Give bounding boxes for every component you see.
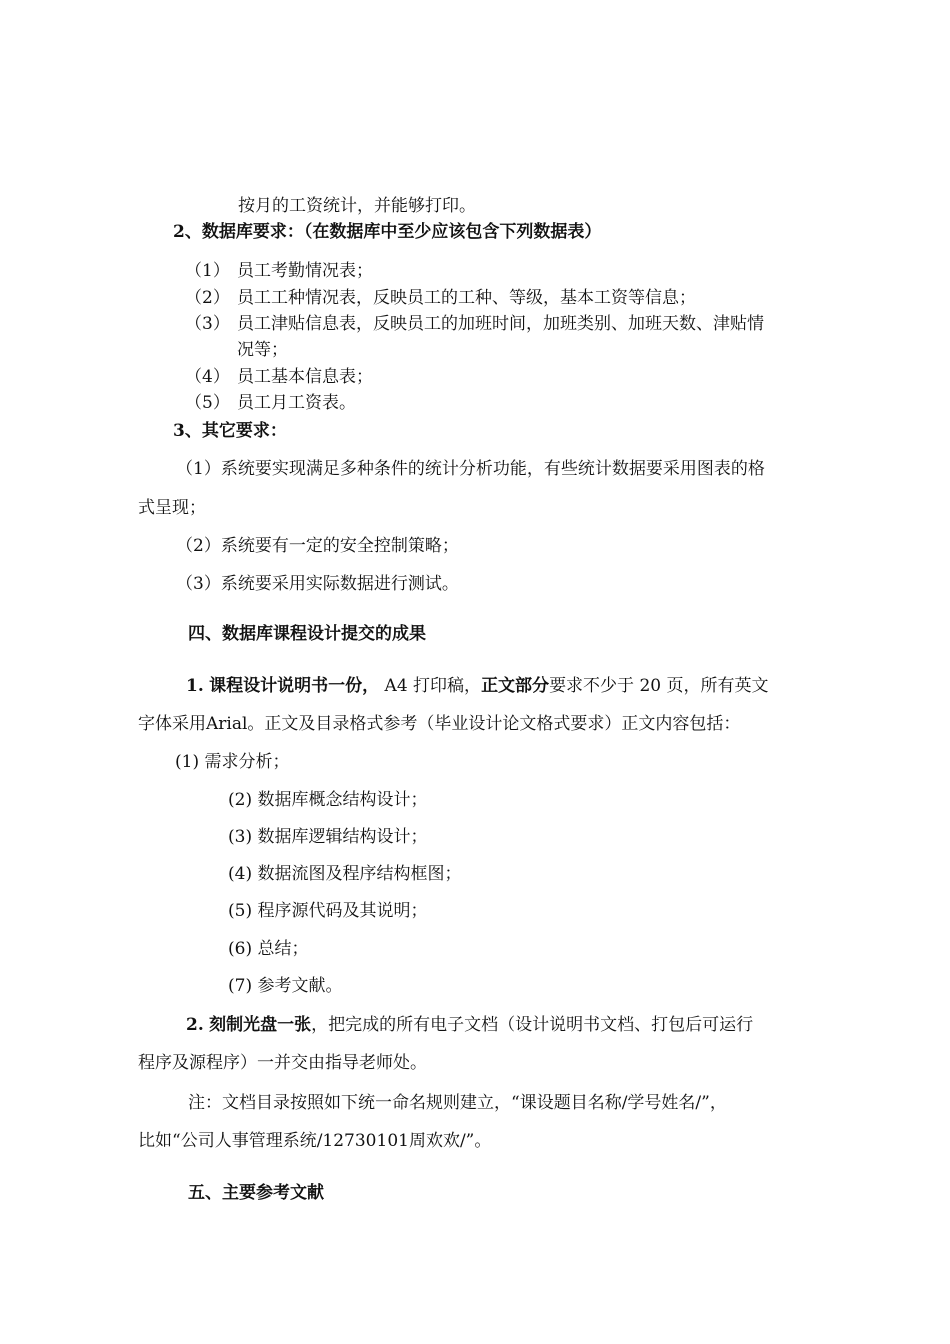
deliverable-1-line1 — [186, 675, 769, 697]
content-text: 总结； — [257, 939, 309, 959]
content-number: (1) — [175, 752, 200, 772]
other-req-1-line2: 式呈现； — [138, 498, 206, 518]
content-text: 数据库逻辑结构设计； — [257, 827, 428, 847]
requirement-continuation: 按月的工资统计，并能够打印。 — [238, 196, 476, 216]
deliverable-2-line2: 程序及源程序）一并交由指导老师处。 — [138, 1053, 427, 1073]
item-text: 员工工种情况表，反映员工的工种、等级，基本工资等信息； — [237, 288, 696, 308]
content-number: (3) — [228, 827, 253, 847]
deliverable-2-line1 — [186, 1014, 753, 1036]
other-requirements-heading: 3、其它要求： — [173, 421, 287, 441]
content-item-5 — [228, 900, 428, 922]
content-item-6 — [228, 938, 309, 960]
naming-note-line1: 注：文档目录按照如下统一命名规则建立，“课设题目名称/学号姓名/”， — [188, 1093, 727, 1113]
section-4-heading: 四、数据库课程设计提交的成果 — [188, 624, 426, 644]
content-text: 数据库概念结构设计； — [257, 790, 428, 810]
content-item-7 — [228, 975, 343, 997]
deliverable-body-label: 正文部分 — [481, 676, 550, 696]
db-requirements-heading: 2、数据库要求：（在数据库中至少应该包含下列数据表） — [173, 222, 602, 242]
content-number: (4) — [228, 864, 253, 884]
db-table-item-5 — [185, 392, 356, 414]
deliverable-1-line2: 字体采用Arial。正文及目录格式参考（毕业设计论文格式要求）正文内容包括： — [138, 714, 741, 734]
content-text: 参考文献。 — [257, 976, 343, 996]
item-number: （5） — [185, 393, 230, 413]
other-req-1-line1: （1）系统要实现满足多种条件的统计分析功能，有些统计数据要采用图表的格 — [176, 459, 765, 479]
deliverable-format: A4 打印稿， — [379, 676, 482, 696]
item-text: 员工考勤情况表； — [237, 261, 373, 281]
content-item-3 — [228, 826, 428, 848]
db-table-item-4 — [185, 366, 373, 388]
item-text: 员工月工资表。 — [237, 393, 356, 413]
section-5-heading: 五、主要参考文献 — [188, 1183, 324, 1203]
content-number: (7) — [228, 976, 253, 996]
db-table-item-3-continued: 况等； — [237, 340, 288, 360]
deliverable-title: 刻制光盘一张 — [209, 1015, 312, 1035]
db-table-item-3 — [185, 313, 764, 335]
content-number: (5) — [228, 901, 253, 921]
content-text: 需求分析； — [204, 752, 290, 772]
deliverable-requirement: 要求不少于 20 页，所有英文 — [549, 676, 769, 696]
naming-note-line2: 比如“公司人事管理系统/12730101周欢欢/”。 — [138, 1131, 492, 1151]
item-number: （3） — [185, 314, 230, 334]
content-text: 数据流图及程序结构框图； — [257, 864, 462, 884]
content-number: (2) — [228, 790, 253, 810]
item-number: （1） — [185, 261, 230, 281]
item-number: （4） — [185, 367, 230, 387]
other-req-2: （2）系统要有一定的安全控制策略； — [176, 536, 459, 556]
item-number: （2） — [185, 288, 230, 308]
deliverable-number: 2. — [186, 1015, 204, 1035]
deliverable-number: 1. — [186, 676, 204, 696]
db-table-item-1 — [185, 260, 373, 282]
item-text: 员工基本信息表； — [237, 367, 373, 387]
content-item-1 — [175, 751, 290, 773]
db-table-item-2 — [185, 287, 696, 309]
content-number: (6) — [228, 939, 253, 959]
other-req-3: （3）系统要采用实际数据进行测试。 — [176, 574, 459, 594]
item-text: 员工津贴信息表，反映员工的加班时间，加班类别、加班天数、津贴情 — [237, 314, 764, 334]
content-text: 程序源代码及其说明； — [257, 901, 428, 921]
content-item-2 — [228, 789, 428, 811]
deliverable-title: 课程设计说明书一份， — [209, 676, 380, 696]
content-item-4 — [228, 863, 462, 885]
deliverable-description: ，把完成的所有电子文档（设计说明书文档、打包后可运行 — [311, 1015, 754, 1035]
